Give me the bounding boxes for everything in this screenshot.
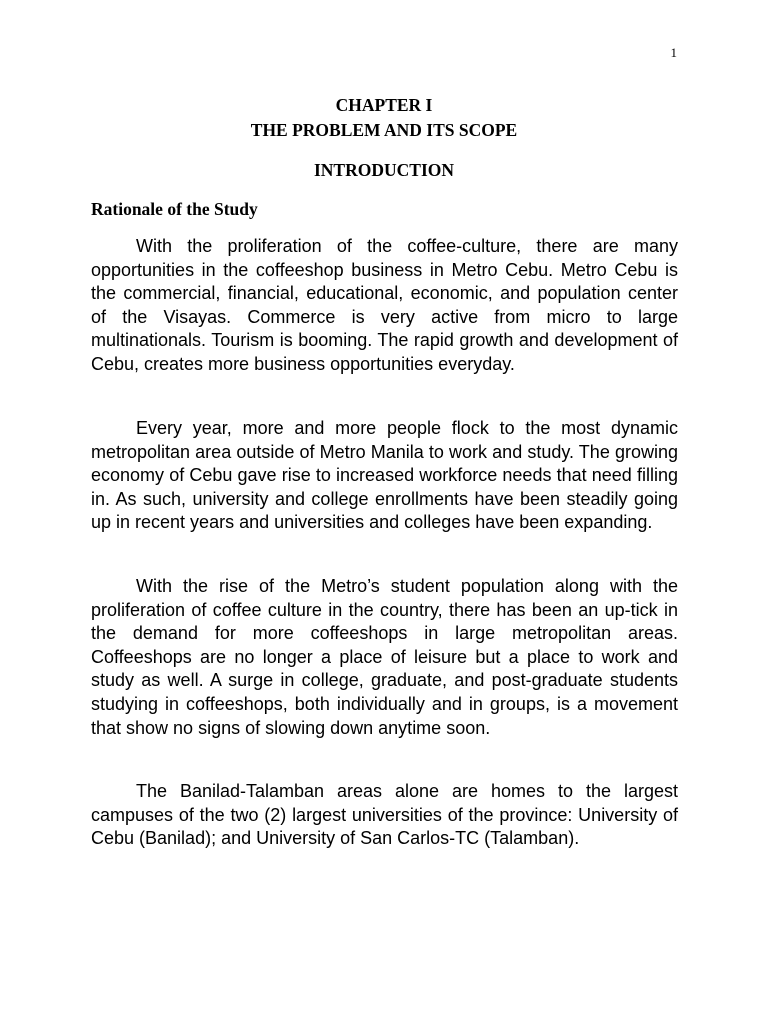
chapter-title: THE PROBLEM AND ITS SCOPE	[250, 120, 518, 140]
paragraph-4: The Banilad-Talamban areas alone are homes to the largest campuses of the two (2) largest universities of the province: University of Cebu (Banilad); and University of San Carlos-TC (Talamban).	[91, 781, 678, 849]
rationale-heading: Rationale of the Study	[91, 199, 258, 219]
chapter-heading: CHAPTER I	[335, 95, 433, 115]
page-number: 1	[670, 45, 677, 60]
paragraph-2: Every year, more and more people flock to the most dynamic metropolitan area outside of Metro Manila to work and study. The growing economy of Cebu gave rise to increased workforce needs that need filling in. As such, university and college enrollments have been steadily going up in recent years and universities and colleges have been expanding.	[91, 418, 678, 533]
introduction-heading: INTRODUCTION	[313, 160, 455, 180]
paragraph-3: With the rise of the Metro’s student population along with the proliferation of coffee culture in the country, there has been an up-tick in the demand for more coffeeshops in large metropolitan areas. Coffeeshops are no longer a place of leisure but a place to work and study as well. A surge in college, graduate, and post-graduate students studying in coffeeshops, both individually and in groups, is a movement that show no signs of slowing down anytime soon.	[91, 576, 678, 738]
paragraph-1: With the proliferation of the coffee-culture, there are many opportunities in the coffeeshop business in Metro Cebu. Metro Cebu is the commercial, financial, educational, economic, and population center of the Visayas. Commerce is very active from micro to large multinationals. Tourism is booming. The rapid growth and development of Cebu, creates more business opportunities everyday.	[91, 236, 678, 374]
